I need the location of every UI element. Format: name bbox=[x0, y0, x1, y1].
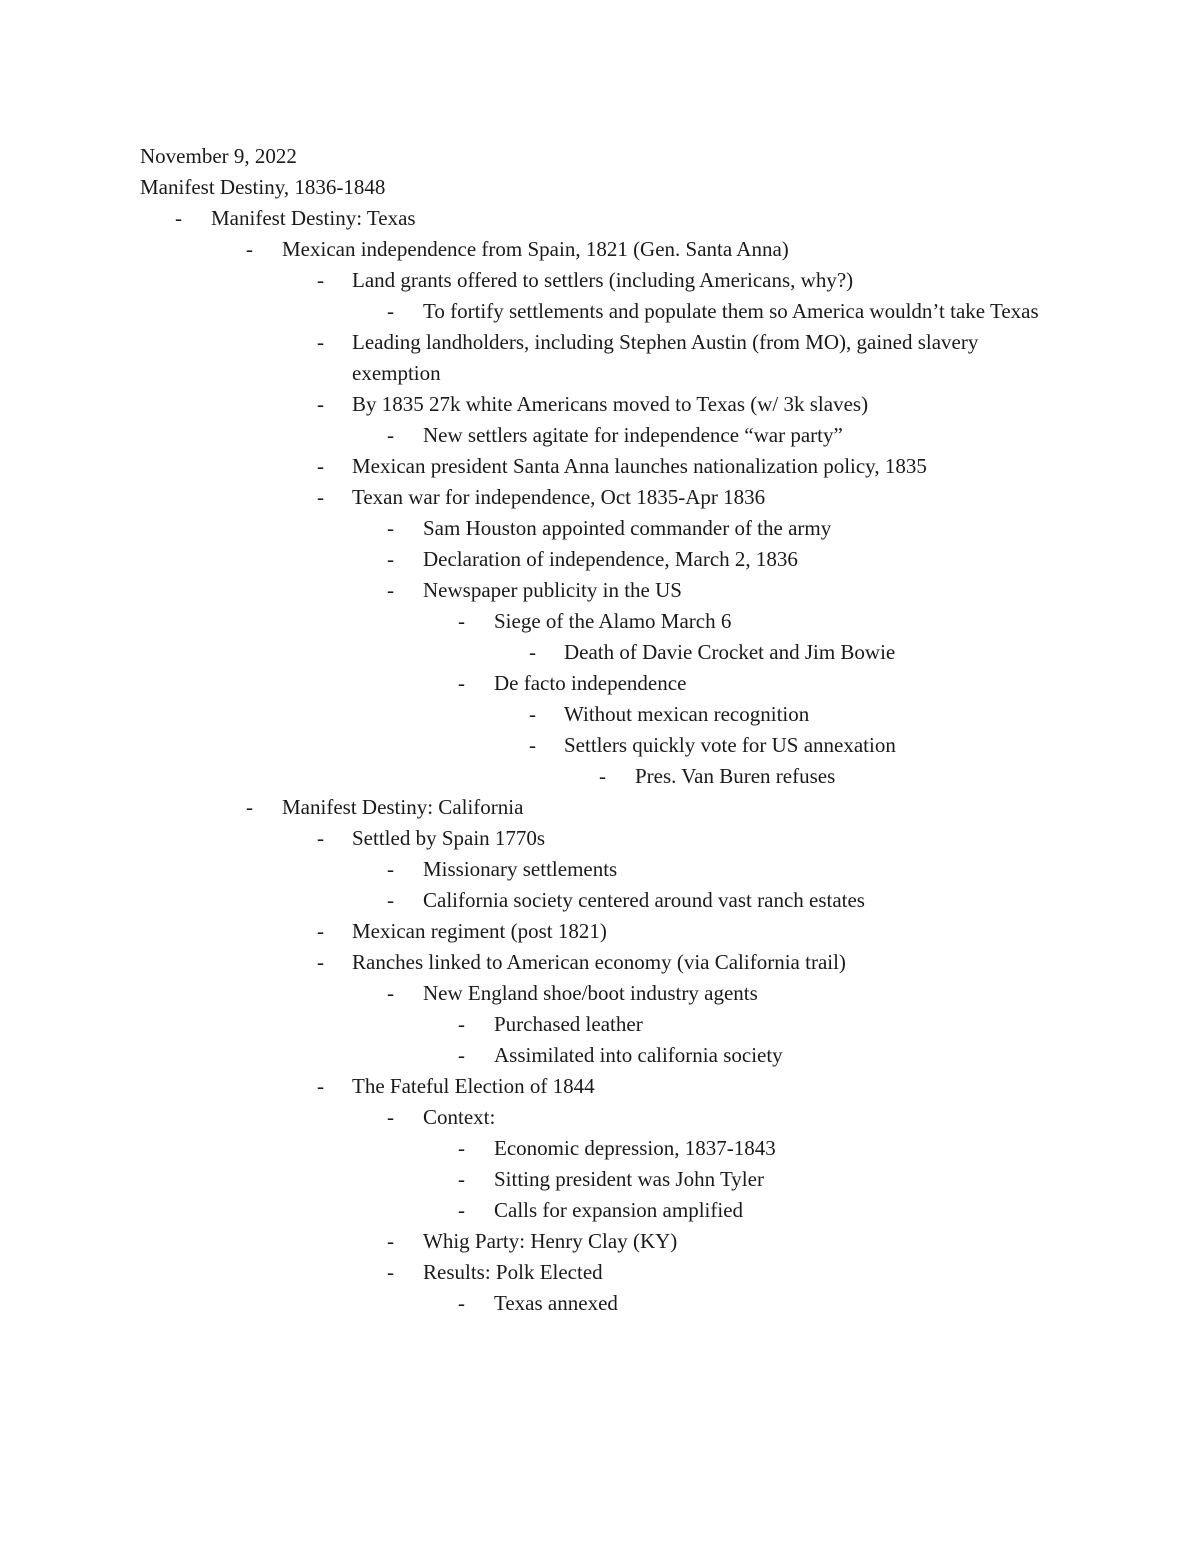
bullet-dash: - bbox=[246, 237, 253, 261]
outline-item bbox=[140, 761, 1070, 792]
bullet-dash: - bbox=[458, 671, 465, 695]
outline-item bbox=[140, 575, 1070, 606]
bullet-dash: - bbox=[599, 764, 606, 788]
outline-item bbox=[140, 792, 1070, 823]
outline-item-text: Settled by Spain 1770s bbox=[352, 826, 546, 850]
outline-item bbox=[140, 513, 1070, 544]
outline-item-text: By 1835 27k white Americans moved to Texas (w/ 3k slaves) bbox=[352, 392, 869, 416]
outline-item-text: Newspaper publicity in the US bbox=[423, 578, 682, 602]
bullet-dash: - bbox=[387, 547, 394, 571]
outline-item-text: California society centered around vast ranch estates bbox=[423, 888, 865, 912]
bullet-dash: - bbox=[387, 981, 394, 1005]
outline-item bbox=[140, 234, 1070, 265]
bullet-dash: - bbox=[317, 919, 324, 943]
bullet-dash: - bbox=[317, 392, 324, 416]
outline-item bbox=[140, 606, 1070, 637]
outline-item-text: Mexican regiment (post 1821) bbox=[352, 919, 607, 943]
outline-item-text: Assimilated into california society bbox=[494, 1043, 783, 1067]
outline-item-text: Results: Polk Elected bbox=[423, 1260, 603, 1284]
bullet-dash: - bbox=[317, 485, 324, 509]
bullet-dash: - bbox=[458, 609, 465, 633]
outline-item bbox=[140, 482, 1070, 513]
bullet-dash: - bbox=[387, 299, 394, 323]
bullet-dash: - bbox=[387, 423, 394, 447]
outline-item bbox=[140, 265, 1070, 296]
outline-item bbox=[140, 420, 1070, 451]
outline-item-text: Manifest Destiny: Texas bbox=[211, 206, 416, 230]
bullet-dash: - bbox=[529, 640, 536, 664]
outline-item-text: Texas annexed bbox=[494, 1291, 618, 1315]
outline-list bbox=[140, 203, 1070, 1319]
outline-item bbox=[140, 947, 1070, 978]
outline-item bbox=[140, 1102, 1070, 1133]
outline-item-text: Death of Davie Crocket and Jim Bowie bbox=[564, 640, 896, 664]
outline-item-text: Mexican independence from Spain, 1821 (Gen. Santa Anna) bbox=[282, 237, 789, 261]
outline-item bbox=[140, 1040, 1070, 1071]
bullet-dash: - bbox=[387, 578, 394, 602]
outline-item bbox=[140, 1257, 1070, 1288]
outline-item-text: Manifest Destiny: California bbox=[282, 795, 524, 819]
outline-item bbox=[140, 916, 1070, 947]
outline-item-text: Economic depression, 1837-1843 bbox=[494, 1136, 776, 1160]
note-title: Manifest Destiny, 1836-1848 bbox=[140, 175, 386, 199]
outline-item bbox=[140, 544, 1070, 575]
outline-item-text: Without mexican recognition bbox=[564, 702, 810, 726]
outline-item bbox=[140, 389, 1070, 420]
bullet-dash: - bbox=[458, 1012, 465, 1036]
bullet-dash: - bbox=[529, 702, 536, 726]
outline-item-text: Ranches linked to American economy (via California trail) bbox=[352, 950, 846, 974]
outline-item-text: Leading landholders, including Stephen Austin (from MO), gained slavery exemption bbox=[352, 330, 979, 385]
bullet-dash: - bbox=[387, 1229, 394, 1253]
outline-item bbox=[140, 451, 1070, 482]
outline-item-text: The Fateful Election of 1844 bbox=[352, 1074, 595, 1098]
outline-item-text: Settlers quickly vote for US annexation bbox=[564, 733, 896, 757]
bullet-dash: - bbox=[317, 1074, 324, 1098]
outline-item-text: Whig Party: Henry Clay (KY) bbox=[423, 1229, 678, 1253]
outline-item-text: Texan war for independence, Oct 1835-Apr 1836 bbox=[352, 485, 766, 509]
outline-item-text: Sam Houston appointed commander of the army bbox=[423, 516, 832, 540]
bullet-dash: - bbox=[317, 454, 324, 478]
bullet-dash: - bbox=[317, 330, 324, 354]
outline-item-text: Mexican president Santa Anna launches nationalization policy, 1835 bbox=[352, 454, 927, 478]
outline-item bbox=[140, 327, 1070, 389]
outline-item-text: New settlers agitate for independence “war party” bbox=[423, 423, 843, 447]
bullet-dash: - bbox=[317, 826, 324, 850]
outline-item bbox=[140, 668, 1070, 699]
outline-item-text: Land grants offered to settlers (including Americans, why?) bbox=[352, 268, 854, 292]
outline-item bbox=[140, 1071, 1070, 1102]
outline-item-text: De facto independence bbox=[494, 671, 687, 695]
bullet-dash: - bbox=[458, 1167, 465, 1191]
outline-item-text: New England shoe/boot industry agents bbox=[423, 981, 758, 1005]
outline-item-text: Siege of the Alamo March 6 bbox=[494, 609, 732, 633]
bullet-dash: - bbox=[246, 795, 253, 819]
bullet-dash: - bbox=[458, 1291, 465, 1315]
outline-item bbox=[140, 296, 1070, 327]
bullet-dash: - bbox=[529, 733, 536, 757]
bullet-dash: - bbox=[387, 888, 394, 912]
outline-item bbox=[140, 730, 1070, 761]
outline-item-text: Missionary settlements bbox=[423, 857, 618, 881]
bullet-dash: - bbox=[387, 516, 394, 540]
bullet-dash: - bbox=[458, 1198, 465, 1222]
outline-item bbox=[140, 1195, 1070, 1226]
outline-item bbox=[140, 823, 1070, 854]
outline-item bbox=[140, 1226, 1070, 1257]
outline-item bbox=[140, 1009, 1070, 1040]
bullet-dash: - bbox=[317, 268, 324, 292]
bullet-dash: - bbox=[317, 950, 324, 974]
notes-content bbox=[140, 141, 1070, 1319]
outline-item-text: Pres. Van Buren refuses bbox=[635, 764, 836, 788]
outline-item bbox=[140, 1133, 1070, 1164]
outline-item bbox=[140, 1288, 1070, 1319]
outline-item-text: To fortify settlements and populate them so America wouldn’t take Texas bbox=[423, 299, 1039, 323]
bullet-dash: - bbox=[458, 1043, 465, 1067]
note-date: November 9, 2022 bbox=[140, 144, 297, 168]
bullet-dash: - bbox=[387, 1260, 394, 1284]
outline-item bbox=[140, 637, 1070, 668]
outline-item-text: Declaration of independence, March 2, 1836 bbox=[423, 547, 798, 571]
outline-item bbox=[140, 203, 1070, 234]
bullet-dash: - bbox=[387, 857, 394, 881]
outline-item-text: Sitting president was John Tyler bbox=[494, 1167, 764, 1191]
bullet-dash: - bbox=[387, 1105, 394, 1129]
bullet-dash: - bbox=[458, 1136, 465, 1160]
outline-item-text: Purchased leather bbox=[494, 1012, 643, 1036]
outline-item bbox=[140, 1164, 1070, 1195]
outline-item bbox=[140, 978, 1070, 1009]
outline-item bbox=[140, 885, 1070, 916]
outline-item-text: Calls for expansion amplified bbox=[494, 1198, 744, 1222]
outline-item-text: Context: bbox=[423, 1105, 496, 1129]
bullet-dash: - bbox=[175, 206, 182, 230]
outline-item bbox=[140, 854, 1070, 885]
outline-item bbox=[140, 699, 1070, 730]
